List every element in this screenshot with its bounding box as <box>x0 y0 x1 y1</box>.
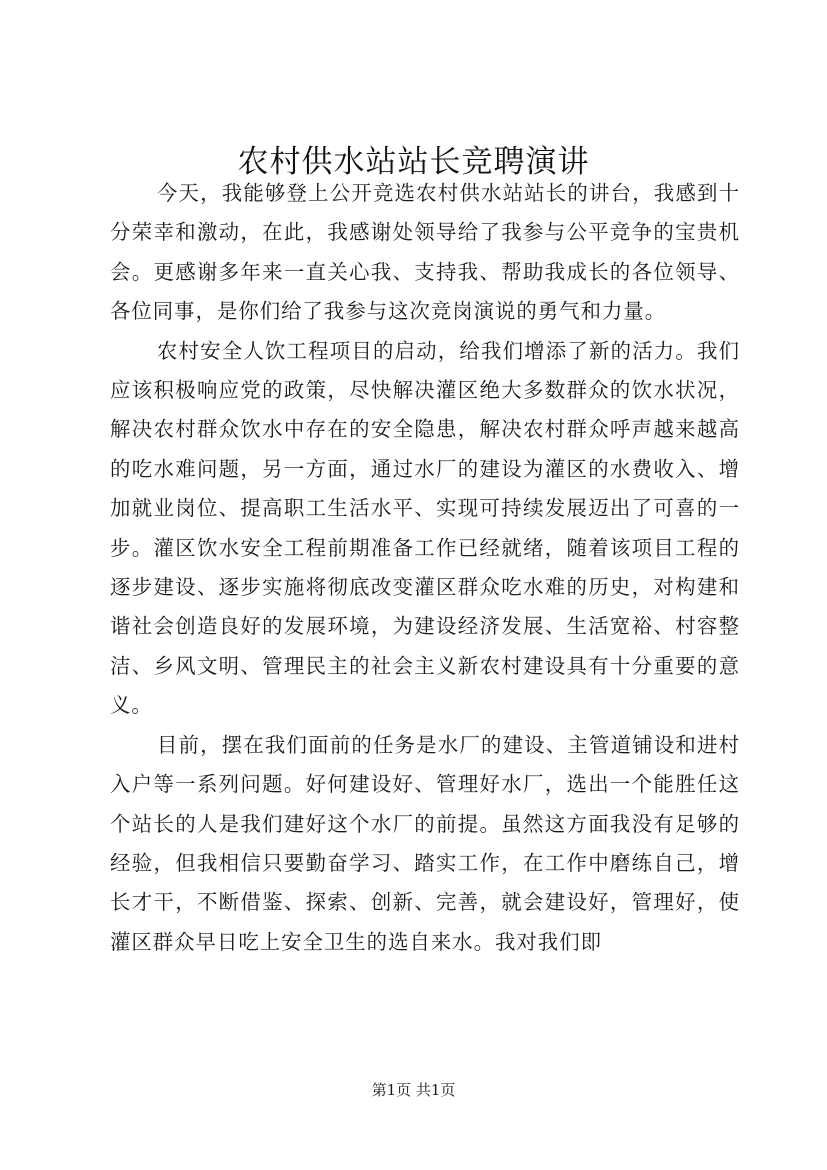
paragraph-2: 农村安全人饮工程项目的启动，给我们增添了新的活力。我们应该积极响应党的政策，尽快解决灌区绝大多数群众的饮水状况，解决农村群众饮水中存在的安全隐患，解决农村群众呼声越来越高的吃水难问题，另一方面，通过水厂的建设为灌区的水费收入、增加就业岗位、提高职工生活水平、实现可持续发展迈出了可喜的一步。灌区饮水安全工程前期准备工作已经就绪，随着该项目工程的逐步建设、逐步实施将彻底改变灌区群众吃水难的历史，对构建和谐社会创造良好的发展环境，为建设经济发展、生活宽裕、村容整洁、乡风文明、管理民主的社会主义新农村建设具有十分重要的意义。 <box>110 338 740 718</box>
document-title: 农村供水站站长竞聘演讲 <box>237 144 590 180</box>
paragraph-3: 目前，摆在我们面前的任务是水厂的建设、主管道铺设和进村入户等一系列问题。好何建设好、管理好水厂，选出一个能胜任这个站长的人是我们建好这个水厂的前提。虽然这方面我没有足够的经验，但我相信只要勤奋学习、踏实工作，在工作中磨练自己，增长才干，不断借鉴、探索、创新、完善，就会建设好，管理好，使灌区群众早日吃上安全卫生的选自来水。我对我们即 <box>110 732 740 954</box>
paragraph-1: 今天，我能够登上公开竞选农村供水站站长的讲台，我感到十分荣幸和激动，在此，我感谢处领导给了我参与公平竞争的宝贵机会。更感谢多年来一直关心我、支持我、帮助我成长的各位领导、各位同事，是你们给了我参与这次竞岗演说的勇气和力量。 <box>110 181 740 324</box>
document-body <box>110 174 740 962</box>
page-footer: 第1页 共1页 <box>371 1081 456 1099</box>
